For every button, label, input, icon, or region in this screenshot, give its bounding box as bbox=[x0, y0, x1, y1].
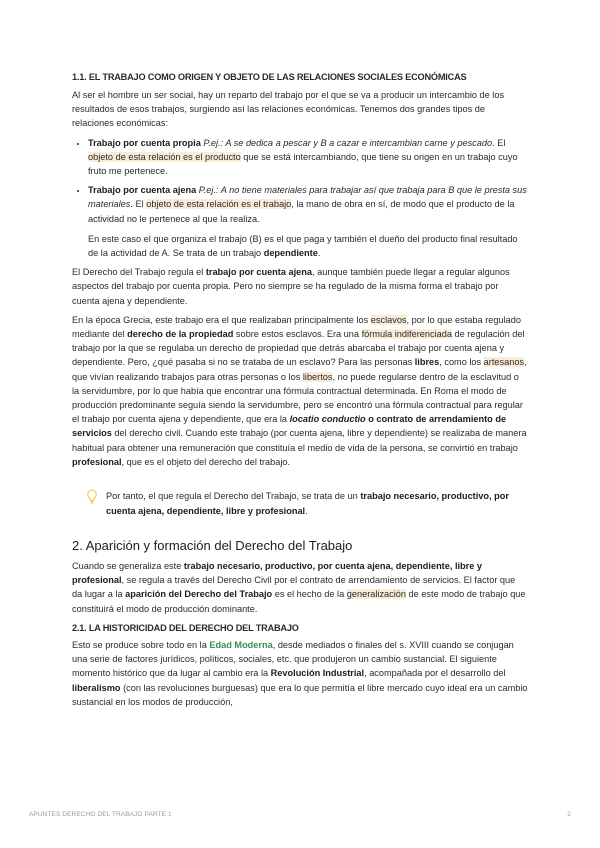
section-heading-1-1: 1.1. EL TRABAJO COMO ORIGEN Y OBJETO DE LAS RELACIONES SOCIALES ECONÓMICAS bbox=[72, 72, 467, 82]
historicity-paragraph: Esto se produce sobre todo en la Edad Moderna, desde mediados o finales del s. XVIII cuando se conjugan una serie de factores jurídicos, políticos, sociales, etc. que produjeron un cambio sustancial. El siguiente momento histórico que da lugar al cambio era la Revolución Industrial, acompañada por el desarrollo del liberalismo (con las revoluciones burguesas) que era lo que permitía el libre mercado cuyo ideal era un cambio sustancial en los modos de producción, bbox=[72, 639, 528, 707]
economic-relations-list bbox=[72, 136, 528, 261]
list-item-own-account: • Trabajo por cuenta propia P.ej.: A se dedica a pescar y B a cazar e intercambian carne y pescado. El objeto de esta relación es el producto que se está intercambiando, que tiene su origen en un trabajo cuyo fruto me pertenece. bbox=[88, 136, 528, 179]
intro-paragraph: Al ser el hombre un ser social, hay un reparto del trabajo por el que se va a producir un intercambio de los resultados de esos trabajos, surgiendo así las relaciones económicas. Tenemos dos grandes tipos de relaciones económicas: bbox=[72, 90, 505, 129]
lightbulb-icon bbox=[86, 489, 106, 519]
dependent-work-paragraph: En este caso el que organiza el trabajo (B) es el que paga y también el dueño del producto final resultado de la actividad de A. Se trata de un trabajo dependiente. bbox=[88, 233, 518, 259]
page-footer bbox=[29, 811, 571, 818]
labour-law-paragraph: El Derecho del Trabajo regula el trabajo por cuenta ajena, aunque también puede llegar a regular algunos aspectos del trabajo por cuenta propia. Pero no siempre se ha regulado de la misma forma el trabajo por cuenta ajena y dependiente. bbox=[72, 267, 510, 306]
document-page bbox=[72, 70, 528, 714]
list-item-others-account: • Trabajo por cuenta ajena P.ej.: A no tiene materiales para trabajar así que trabaja para B que le presta sus materiales. El objeto de esta relación es el trabajo, la mano de obra en sí, de modo que el producto de la actividad no le pertenece al que la realiza. En este caso el que organiza el trabajo (B) es el que paga y también el dueño del producto final resultado de la actividad de A. Se trata de un trabajo dependiente. bbox=[88, 183, 528, 260]
section-heading-2: 2. Aparición y formación del Derecho del Trabajo bbox=[72, 538, 353, 554]
callout-text: Por tanto, el que regula el Derecho del Trabajo, se trata de un trabajo necesario, productivo, por cuenta ajena, dependiente, libre y profesional. bbox=[106, 491, 509, 517]
page-number: 2 bbox=[567, 811, 571, 818]
appearance-paragraph: Cuando se generaliza este trabajo necesario, productivo, por cuenta ajena, dependiente, libre y profesional, se regula a través del Derecho Civil por el contrato de arrendamiento de servicios. El factor que da lugar a la aparición del Derecho del Trabajo es el hecho de la generalización de este modo de trabajo que constituirá el modo de producción dominante. bbox=[72, 561, 526, 614]
history-paragraph: En la época Grecia, este trabajo era el que realizaban principalmente los esclavos, por lo que estaba regulado mediante del derecho de la propiedad sobre estos esclavos. Era una fórmula indiferenciada de regulación del trabajo por la que se regulaba un derecho de propiedad que detrás abarcaba el trabajo por cuenta ajena y dependiente. Pero, ¿qué pasaba si no se trataba de un esclavo? Para las personas libres, como los artesanos, que vivían realizando trabajos para otras personas o los libertos, no puede regularse dentro de la esclavitud o la servidumbre, por lo que había que encontrar una fórmula contractual determinada. En Roma el modo de producción predominante seguía siendo la servidumbre, pero se encontró una fórmula contractual para regular el trabajo por cuenta ajena y dependiente, que era la locatio conductio o contrato de arrendamiento de servicios del derecho civil. Cuando este trabajo (por cuenta ajena, libre y dependiente) se realizaba de manera habitual para obtener una remuneración que constituía el medio de vida de la persona, se convirtió en trabajo profesional, que es el objeto del derecho del trabajo. bbox=[72, 314, 527, 467]
callout-box bbox=[86, 489, 528, 519]
highlight: objeto de esta relación es el producto bbox=[88, 151, 241, 162]
section-heading-2-1: 2.1. LA HISTORICIDAD DEL DERECHO DEL TRABAJO bbox=[72, 622, 299, 633]
footer-title: APUNTES DERECHO DEL TRABAJO PARTE 1 bbox=[29, 811, 172, 818]
highlight: objeto de esta relación es el trabajo bbox=[146, 199, 292, 210]
